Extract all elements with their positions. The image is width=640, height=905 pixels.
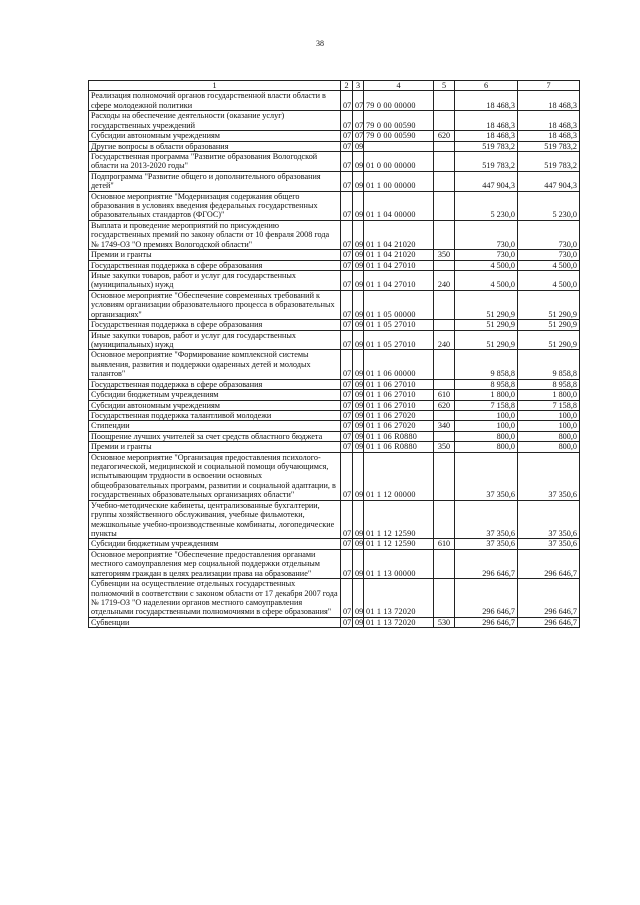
row-name-cell: Субсидии автономным учреждениям — [89, 400, 341, 410]
header-cell: 5 — [434, 81, 455, 91]
row-name-cell: Иные закупки товаров, работ и услуг для государственных (муниципальных) нужд — [89, 271, 341, 291]
target-article-cell: 01 1 13 72020 — [364, 617, 434, 627]
expense-type-cell — [434, 320, 455, 330]
target-article-cell: 01 1 06 R0880 — [364, 431, 434, 441]
amount-cell-2: 1 800,0 — [518, 390, 580, 400]
amount-cell-2: 730,0 — [518, 250, 580, 260]
subsection-code-cell: 09 — [353, 151, 364, 171]
row-name-cell: Подпрограмма "Развитие общего и дополнительного образования детей" — [89, 171, 341, 191]
expense-type-cell — [434, 91, 455, 111]
table-row — [89, 431, 580, 441]
amount-cell-1: 296 646,7 — [455, 579, 518, 618]
expense-type-cell — [434, 379, 455, 389]
expense-type-cell: 340 — [434, 421, 455, 431]
amount-cell-2: 8 958,8 — [518, 379, 580, 389]
amount-cell-2: 37 350,6 — [518, 452, 580, 500]
target-article-cell: 79 0 00 00590 — [364, 131, 434, 141]
row-name-cell: Государственная поддержка талантливой молодежи — [89, 410, 341, 420]
subsection-code-cell: 09 — [353, 350, 364, 379]
target-article-cell: 01 1 06 00000 — [364, 350, 434, 379]
target-article-cell: 01 1 06 27010 — [364, 390, 434, 400]
section-code-cell: 07 — [341, 539, 353, 549]
amount-cell-1: 519 783,2 — [455, 141, 518, 151]
section-code-cell: 07 — [341, 400, 353, 410]
row-name-cell: Премии и гранты — [89, 442, 341, 452]
expense-type-cell — [434, 220, 455, 249]
row-name-cell: Государственная поддержка в сфере образования — [89, 320, 341, 330]
table-row — [89, 330, 580, 350]
amount-cell-1: 18 468,3 — [455, 91, 518, 111]
table-row — [89, 260, 580, 270]
subsection-code-cell: 09 — [353, 617, 364, 627]
amount-cell-1: 51 290,9 — [455, 320, 518, 330]
expense-type-cell: 350 — [434, 442, 455, 452]
row-name-cell: Выплата и проведение мероприятий по присуждению государственных премий по закону области от 10 февраля 2008 года № 1749-ОЗ "О премиях Вологодской области" — [89, 220, 341, 249]
row-name-cell: Другие вопросы в области образования — [89, 141, 341, 151]
subsection-code-cell: 09 — [353, 260, 364, 270]
expense-type-cell — [434, 151, 455, 171]
amount-cell-2: 4 500,0 — [518, 271, 580, 291]
subsection-code-cell: 09 — [353, 171, 364, 191]
header-cell: 7 — [518, 81, 580, 91]
page-number: 38 — [316, 39, 324, 48]
target-article-cell: 01 1 06 R0880 — [364, 442, 434, 452]
target-article-cell: 01 1 06 27010 — [364, 400, 434, 410]
subsection-code-cell: 09 — [353, 549, 364, 578]
amount-cell-1: 519 783,2 — [455, 151, 518, 171]
target-article-cell: 01 1 13 00000 — [364, 549, 434, 578]
target-article-cell: 01 1 04 21020 — [364, 220, 434, 249]
target-article-cell: 01 1 12 00000 — [364, 452, 434, 500]
expense-type-cell: 620 — [434, 131, 455, 141]
amount-cell-2: 100,0 — [518, 410, 580, 420]
target-article-cell: 01 1 13 72020 — [364, 579, 434, 618]
section-code-cell: 07 — [341, 617, 353, 627]
section-code-cell: 07 — [341, 421, 353, 431]
subsection-code-cell: 09 — [353, 539, 364, 549]
subsection-code-cell: 07 — [353, 111, 364, 131]
amount-cell-1: 100,0 — [455, 410, 518, 420]
section-code-cell: 07 — [341, 379, 353, 389]
amount-cell-1: 8 958,8 — [455, 379, 518, 389]
subsection-code-cell: 09 — [353, 452, 364, 500]
section-code-cell: 07 — [341, 442, 353, 452]
section-code-cell: 07 — [341, 271, 353, 291]
target-article-cell: 01 1 05 27010 — [364, 320, 434, 330]
section-code-cell: 07 — [341, 500, 353, 539]
section-code-cell: 07 — [341, 91, 353, 111]
target-article-cell: 01 1 04 27010 — [364, 271, 434, 291]
table-body — [89, 91, 580, 628]
table-row — [89, 410, 580, 420]
section-code-cell: 07 — [341, 171, 353, 191]
expense-type-cell: 240 — [434, 271, 455, 291]
expense-type-cell — [434, 500, 455, 539]
amount-cell-2: 447 904,3 — [518, 171, 580, 191]
subsection-code-cell: 09 — [353, 500, 364, 539]
target-article-cell: 01 1 06 27020 — [364, 410, 434, 420]
subsection-code-cell: 09 — [353, 330, 364, 350]
amount-cell-1: 1 800,0 — [455, 390, 518, 400]
amount-cell-2: 51 290,9 — [518, 330, 580, 350]
amount-cell-2: 296 646,7 — [518, 617, 580, 627]
amount-cell-2: 18 468,3 — [518, 131, 580, 141]
amount-cell-2: 51 290,9 — [518, 320, 580, 330]
amount-cell-2: 9 858,8 — [518, 350, 580, 379]
row-name-cell: Поощрение лучших учителей за счет средств областного бюджета — [89, 431, 341, 441]
target-article-cell: 01 0 00 00000 — [364, 151, 434, 171]
section-code-cell: 07 — [341, 579, 353, 618]
subsection-code-cell: 09 — [353, 290, 364, 319]
subsection-code-cell: 09 — [353, 390, 364, 400]
target-article-cell — [364, 141, 434, 151]
table-row — [89, 271, 580, 291]
section-code-cell: 07 — [341, 549, 353, 578]
amount-cell-1: 447 904,3 — [455, 171, 518, 191]
expense-type-cell — [434, 171, 455, 191]
amount-cell-2: 37 350,6 — [518, 539, 580, 549]
header-cell: 4 — [364, 81, 434, 91]
section-code-cell: 07 — [341, 141, 353, 151]
table-row — [89, 111, 580, 131]
table-row — [89, 400, 580, 410]
row-name-cell: Государственная программа "Развитие образования Вологодской области на 2013-2020 годы" — [89, 151, 341, 171]
header-cell: 6 — [455, 81, 518, 91]
row-name-cell: Расходы на обеспечение деятельности (оказание услуг) государственных учреждений — [89, 111, 341, 131]
amount-cell-1: 51 290,9 — [455, 330, 518, 350]
row-name-cell: Учебно-методические кабинеты, централизованные бухгалтерии, группы хозяйственного обслуживания, учебные фильмотеки, межшкольные учебно-производственные комбинаты, логопедические пункты — [89, 500, 341, 539]
expense-type-cell: 350 — [434, 250, 455, 260]
row-name-cell: Премии и гранты — [89, 250, 341, 260]
expense-type-cell — [434, 350, 455, 379]
table-row — [89, 141, 580, 151]
amount-cell-1: 800,0 — [455, 442, 518, 452]
expense-type-cell: 610 — [434, 539, 455, 549]
table-row — [89, 549, 580, 578]
expense-type-cell: 240 — [434, 330, 455, 350]
table-row — [89, 579, 580, 618]
section-code-cell: 07 — [341, 151, 353, 171]
table-row — [89, 500, 580, 539]
row-name-cell: Стипендии — [89, 421, 341, 431]
section-code-cell: 07 — [341, 410, 353, 420]
subsection-code-cell: 09 — [353, 431, 364, 441]
header-cell: 2 — [341, 81, 353, 91]
table-row — [89, 91, 580, 111]
amount-cell-2: 7 158,8 — [518, 400, 580, 410]
expense-type-cell — [434, 452, 455, 500]
row-name-cell: Основное мероприятие "Обеспечение современных требований к условиям организации образовательного процесса в образовательных организациях" — [89, 290, 341, 319]
table-row — [89, 379, 580, 389]
amount-cell-1: 37 350,6 — [455, 500, 518, 539]
target-article-cell: 79 0 00 00590 — [364, 111, 434, 131]
expense-type-cell — [434, 141, 455, 151]
target-article-cell: 01 1 06 27010 — [364, 379, 434, 389]
section-code-cell: 07 — [341, 390, 353, 400]
subsection-code-cell: 07 — [353, 91, 364, 111]
table-row — [89, 290, 580, 319]
budget-table — [88, 80, 580, 628]
table-row — [89, 250, 580, 260]
amount-cell-1: 37 350,6 — [455, 452, 518, 500]
amount-cell-1: 18 468,3 — [455, 131, 518, 141]
amount-cell-2: 296 646,7 — [518, 579, 580, 618]
amount-cell-2: 4 500,0 — [518, 260, 580, 270]
expense-type-cell: 530 — [434, 617, 455, 627]
row-name-cell: Субвенции — [89, 617, 341, 627]
row-name-cell: Основное мероприятие "Обеспечение предоставления органами местного самоуправления мер социальной поддержки отдельным категориям граждан в целях реализации права на образование" — [89, 549, 341, 578]
amount-cell-1: 9 858,8 — [455, 350, 518, 379]
table-row — [89, 390, 580, 400]
amount-cell-2: 51 290,9 — [518, 290, 580, 319]
subsection-code-cell: 09 — [353, 579, 364, 618]
amount-cell-1: 800,0 — [455, 431, 518, 441]
table-row — [89, 151, 580, 171]
header-row — [89, 81, 580, 91]
amount-cell-2: 730,0 — [518, 220, 580, 249]
subsection-code-cell: 09 — [353, 191, 364, 220]
amount-cell-2: 18 468,3 — [518, 91, 580, 111]
amount-cell-1: 296 646,7 — [455, 549, 518, 578]
amount-cell-1: 5 230,0 — [455, 191, 518, 220]
expense-type-cell — [434, 290, 455, 319]
subsection-code-cell: 09 — [353, 250, 364, 260]
section-code-cell: 07 — [341, 431, 353, 441]
subsection-code-cell: 09 — [353, 400, 364, 410]
expense-type-cell: 620 — [434, 400, 455, 410]
subsection-code-cell: 09 — [353, 379, 364, 389]
amount-cell-1: 7 158,8 — [455, 400, 518, 410]
subsection-code-cell: 09 — [353, 271, 364, 291]
amount-cell-2: 519 783,2 — [518, 151, 580, 171]
target-article-cell: 79 0 00 00000 — [364, 91, 434, 111]
row-name-cell: Государственная поддержка в сфере образования — [89, 260, 341, 270]
section-code-cell: 07 — [341, 320, 353, 330]
section-code-cell: 07 — [341, 452, 353, 500]
row-name-cell: Государственная поддержка в сфере образования — [89, 379, 341, 389]
amount-cell-1: 296 646,7 — [455, 617, 518, 627]
amount-cell-1: 100,0 — [455, 421, 518, 431]
expense-type-cell — [434, 549, 455, 578]
section-code-cell: 07 — [341, 290, 353, 319]
table-row — [89, 617, 580, 627]
section-code-cell: 07 — [341, 260, 353, 270]
row-name-cell: Субвенции на осуществление отдельных государственных полномочий в соответствии с законом области от 17 декабря 2007 года № 1719-ОЗ "О наделении органов местного самоуправления отдельными государственными полномочиями в сфере образования" — [89, 579, 341, 618]
header-cell: 1 — [89, 81, 341, 91]
subsection-code-cell: 09 — [353, 141, 364, 151]
target-article-cell: 01 1 05 27010 — [364, 330, 434, 350]
target-article-cell: 01 1 06 27020 — [364, 421, 434, 431]
row-name-cell: Основное мероприятие "Модернизация содержания общего образования в условиях введения федеральных государственных образовательных стандартов (ФГОС)" — [89, 191, 341, 220]
row-name-cell: Реализация полномочий органов государственной власти области в сфере молодежной политики — [89, 91, 341, 111]
table-row — [89, 442, 580, 452]
amount-cell-1: 4 500,0 — [455, 271, 518, 291]
target-article-cell: 01 1 12 12590 — [364, 500, 434, 539]
table-row — [89, 191, 580, 220]
amount-cell-2: 5 230,0 — [518, 191, 580, 220]
target-article-cell: 01 1 04 00000 — [364, 191, 434, 220]
amount-cell-1: 4 500,0 — [455, 260, 518, 270]
section-code-cell: 07 — [341, 131, 353, 141]
expense-type-cell: 610 — [434, 390, 455, 400]
amount-cell-2: 296 646,7 — [518, 549, 580, 578]
row-name-cell: Основное мероприятие "Формирование комплексной системы выявления, развития и поддержки одаренных детей и молодых талантов" — [89, 350, 341, 379]
amount-cell-1: 37 350,6 — [455, 539, 518, 549]
section-code-cell: 07 — [341, 191, 353, 220]
amount-cell-2: 519 783,2 — [518, 141, 580, 151]
amount-cell-1: 730,0 — [455, 220, 518, 249]
amount-cell-2: 800,0 — [518, 431, 580, 441]
table-row — [89, 539, 580, 549]
expense-type-cell — [434, 579, 455, 618]
amount-cell-2: 800,0 — [518, 442, 580, 452]
target-article-cell: 01 1 12 12590 — [364, 539, 434, 549]
amount-cell-2: 18 468,3 — [518, 111, 580, 131]
subsection-code-cell: 09 — [353, 220, 364, 249]
row-name-cell: Субсидии бюджетным учреждениям — [89, 539, 341, 549]
section-code-cell: 07 — [341, 111, 353, 131]
amount-cell-1: 730,0 — [455, 250, 518, 260]
expense-type-cell — [434, 431, 455, 441]
table-row — [89, 131, 580, 141]
expense-type-cell — [434, 191, 455, 220]
table-row — [89, 320, 580, 330]
row-name-cell: Иные закупки товаров, работ и услуг для государственных (муниципальных) нужд — [89, 330, 341, 350]
subsection-code-cell: 09 — [353, 410, 364, 420]
target-article-cell: 01 1 00 00000 — [364, 171, 434, 191]
table-row — [89, 452, 580, 500]
header-cell: 3 — [353, 81, 364, 91]
section-code-cell: 07 — [341, 220, 353, 249]
target-article-cell: 01 1 05 00000 — [364, 290, 434, 319]
target-article-cell: 01 1 04 27010 — [364, 260, 434, 270]
section-code-cell: 07 — [341, 330, 353, 350]
subsection-code-cell: 09 — [353, 320, 364, 330]
target-article-cell: 01 1 04 21020 — [364, 250, 434, 260]
table-row — [89, 220, 580, 249]
subsection-code-cell: 09 — [353, 421, 364, 431]
amount-cell-1: 18 468,3 — [455, 111, 518, 131]
amount-cell-1: 51 290,9 — [455, 290, 518, 319]
table-row — [89, 171, 580, 191]
amount-cell-2: 37 350,6 — [518, 500, 580, 539]
table-row — [89, 350, 580, 379]
subsection-code-cell: 07 — [353, 131, 364, 141]
section-code-cell: 07 — [341, 250, 353, 260]
subsection-code-cell: 09 — [353, 442, 364, 452]
expense-type-cell — [434, 111, 455, 131]
section-code-cell: 07 — [341, 350, 353, 379]
expense-type-cell — [434, 260, 455, 270]
table-row — [89, 421, 580, 431]
row-name-cell: Субсидии бюджетным учреждениям — [89, 390, 341, 400]
row-name-cell: Основное мероприятие "Организация предоставления психолого-педагогической, медицинской и социальной помощи обучающимся, испытывающим трудности в освоении основных общеобразовательных программ, развитии и социальной адаптации, в государственных образовательных организациях области" — [89, 452, 341, 500]
row-name-cell: Субсидии автономным учреждениям — [89, 131, 341, 141]
amount-cell-2: 100,0 — [518, 421, 580, 431]
expense-type-cell — [434, 410, 455, 420]
